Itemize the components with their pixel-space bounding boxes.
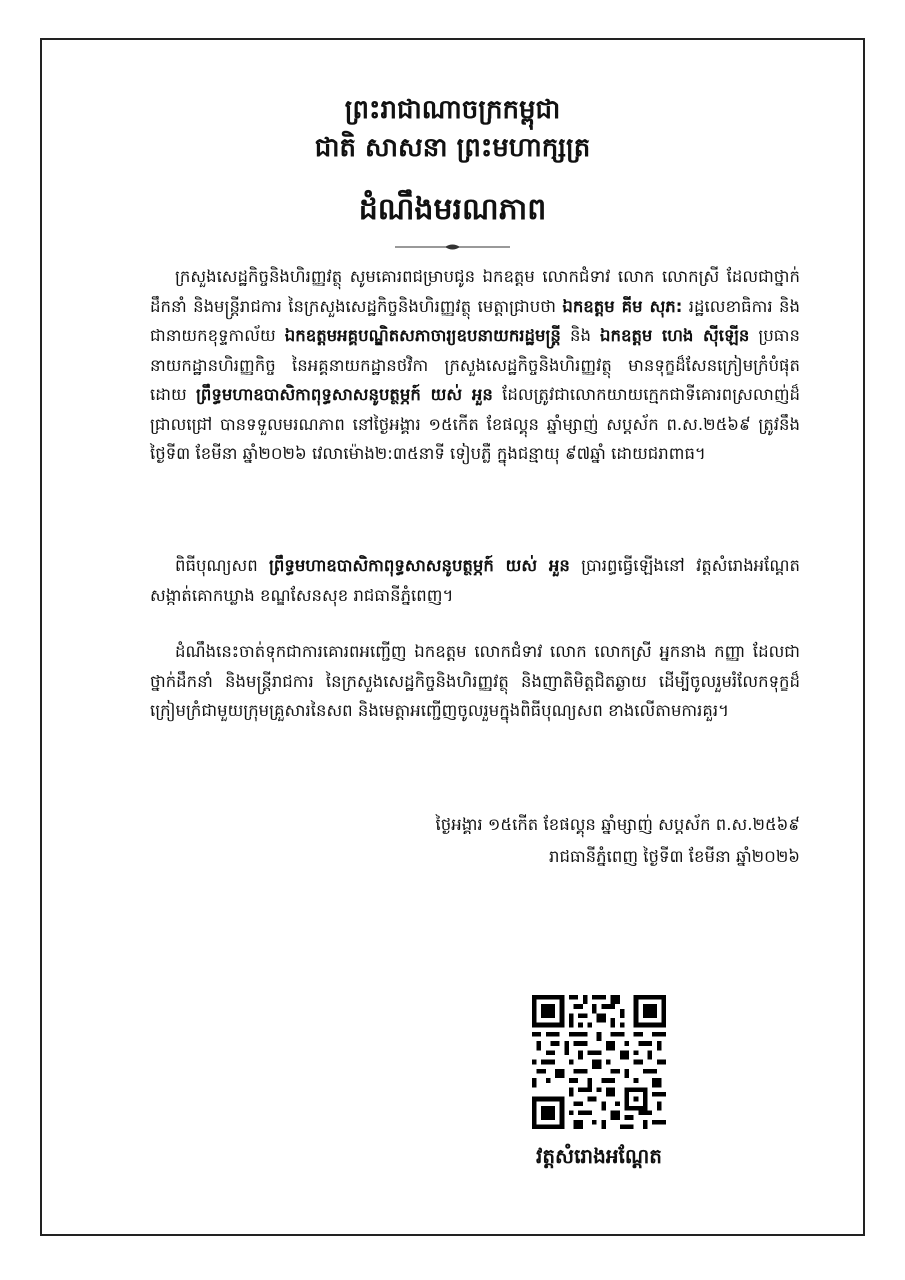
qr-caption: វត្តសំរោងអណ្តែត	[536, 1144, 662, 1168]
invitation-paragraph: ដំណឹងនេះចាត់ទុកជាការគោរពអញ្ជើញ ឯកឧត្តម លោកជំទាវ លោក លោកស្រី អ្នកនាង កញ្ញា ដែលជាថ្នាក់ដឹកនាំ និងមន្ត្រីរាជការ នៃក្រសួងសេដ្ឋកិច្ចនិងហិរញ្ញវត្ថុ និងញាតិមិត្តជិតឆ្ងាយ ដើម្បីចូលរួមរំលែកទុក្ខដ៏ក្រៀមក្រំជាមួយក្រុមគ្រួសារនៃសព និងមេត្តាអញ្ជើញចូលរួមក្នុងពិធីបុណ្យសព ខាងលើតាមការគួរ។	[150, 642, 800, 720]
national-motto: ជាតិ សាសនា ព្រះមហាក្សត្រ	[314, 133, 591, 163]
name-kim-sophea: ឯកឧត្តម គីម សុភ:	[562, 296, 683, 316]
document-title: ដំណឹងមរណភាព	[358, 192, 547, 227]
name-heng-sieleun: ឯកឧត្តម ហេង ស៊ីឡើន	[600, 326, 750, 345]
solar-date: រាជធានីភ្នំពេញ ថ្ងៃទី៣ ខែមីនា ឆ្នាំ២០២៦	[549, 847, 800, 866]
ornament-divider	[395, 243, 510, 251]
lunar-date: ថ្ងៃអង្គារ ១៥កើត ខែផល្គុន ឆ្នាំម្សាញ់ សប្តស័ក ព.ស.២៥៦៩	[435, 815, 800, 834]
kingdom-heading: ព្រះរាជាណាចក្រកម្ពុជា	[344, 95, 561, 125]
name-deceased: ព្រឹទ្ធមហាឧបាសិកាពុទ្ធសាសនូបត្ថម្ភក៍ យស់ អួន	[195, 385, 493, 404]
qr-code	[532, 995, 666, 1129]
name-deceased-2: ព្រឹទ្ធមហាឧបាសិកាពុទ្ធសាសនូបត្ថម្ភក៍ យស់ អួន	[268, 556, 570, 575]
name-deputy-pm-title: ឯកឧត្តមអគ្គបណ្ឌិតសភាចារ្យឧបនាយករដ្ឋមន្ត្រី	[284, 326, 561, 345]
announcement-paragraph: ក្រសួងសេដ្ឋកិច្ចនិងហិរញ្ញវត្ថុ សូមគោរពជម្រាបជូន ឯកឧត្តម លោកជំទាវ លោក លោកស្រី ដែលជាថ្នាក់ដឹកនាំ និងមន្ត្រីរាជការ នៃក្រសួងសេដ្ឋកិច្ចនិងហិរញ្ញវត្ថុ មេត្តាជ្រាបថា ឯកឧត្តម គីម សុភ: រដ្ឋលេខាធិការ និងជានាយកខុទ្ទកាល័យ ឯកឧត្តមអគ្គបណ្ឌិតសភាចារ្យឧបនាយករដ្ឋមន្ត្រី និង ឯកឧត្តម ហេង ស៊ីឡើន ប្រធាននាយកដ្ឋានហិរញ្ញកិច្ច នៃអគ្គនាយកដ្ឋានថវិកា ក្រសួងសេដ្ឋកិច្ចនិងហិរញ្ញវត្ថុ មានទុក្ខដ៏សែនក្រៀមក្រំបំផុតដោយ ព្រឹទ្ធមហាឧបាសិកាពុទ្ធសាសនូបត្ថម្ភក៍ យស់ អួន ដែលត្រូវជាលោកយាយក្មេកជាទីគោរពស្រលាញ់ដ៏ជ្រាលជ្រៅ បានទទួលមរណភាព នៅថ្ងៃអង្គារ ១៥កើត ខែផល្គុន ឆ្នាំម្សាញ់ សប្តស័ក ព.ស.២៥៦៩ ត្រូវនឹងថ្ងៃទី៣ ខែមីនា ឆ្នាំ២០២៦ វេលាម៉ោង២:៣៥នាទី ទៀបភ្លឺ ក្នុងជន្មាយុ ៩៧ឆ្នាំ ដោយជរាពាធ។	[150, 267, 801, 463]
funeral-paragraph: ពិធីបុណ្យសព ព្រឹទ្ធមហាឧបាសិកាពុទ្ធសាសនូបត្ថម្ភក៍ យស់ អួន ប្រារព្ធធ្វើឡើងនៅ វត្តសំរោងអណ្តែត សង្កាត់គោកឃ្លាង ខណ្ឌសែនសុខ រាជធានីភ្នំពេញ។	[150, 556, 801, 605]
